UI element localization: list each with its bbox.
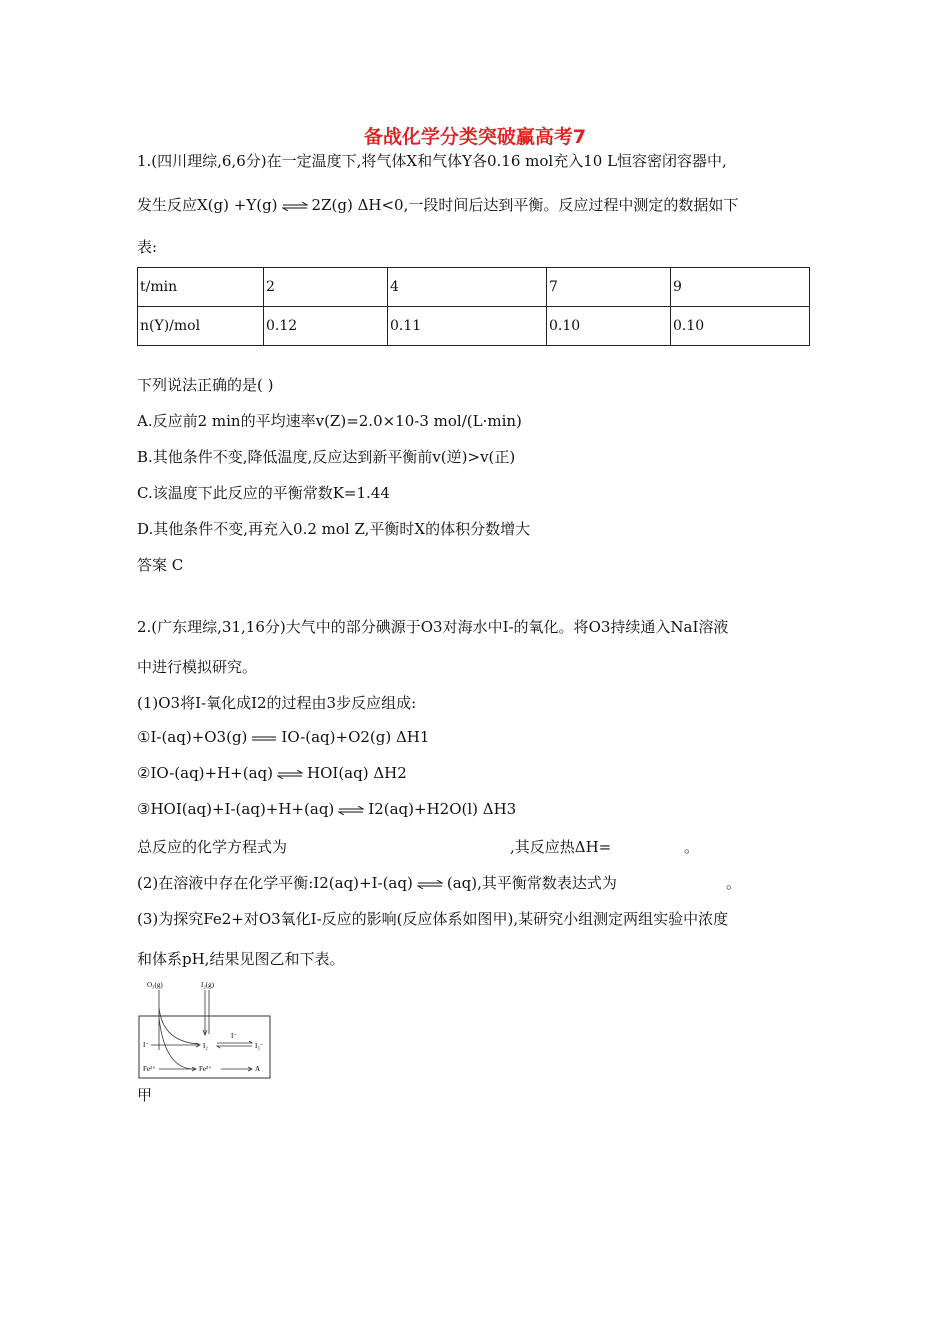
answer: 答案 C: [137, 556, 184, 574]
q1-line3: 表:: [137, 238, 158, 256]
table-cell: 4: [388, 268, 547, 307]
data-table: [137, 267, 810, 346]
q2-part3: (3)为探究Fe2+对O3氧化I-反应的影响(反应体系如图甲),某研究小组测定两组实验中浓度: [137, 910, 729, 928]
q1-reaction-right: 2Z(g) ΔH<0,一段时间后达到平衡。反应过程中测定的数据如下: [311, 196, 739, 214]
table-cell: 0.10: [671, 307, 810, 346]
table-cell: 7: [547, 268, 671, 307]
q2-line2: 中进行模拟研究。: [137, 658, 258, 676]
reaction-system-diagram: [137, 978, 273, 1080]
part2-right: (aq),其平衡常数表达式为: [446, 874, 617, 892]
option-a: A.反应前2 min的平均速率v(Z)=2.0×10-3 mol/(L·min): [137, 412, 522, 430]
reaction-1-left: ①I-(aq)+O3(g): [137, 728, 248, 746]
a-label: A: [255, 1065, 261, 1073]
iminus-label: I⁻: [143, 1041, 150, 1049]
reaction-3: [137, 800, 516, 818]
q1-prompt: 下列说法正确的是( ): [137, 376, 274, 394]
total-reaction-prompt: 总反应的化学方程式为: [137, 838, 288, 856]
page-title: 备战化学分类突破赢高考7: [363, 126, 587, 148]
iminus-label-2: I⁻: [231, 1032, 238, 1040]
reaction-3-left: ③HOI(aq)+I-(aq)+H+(aq): [137, 800, 335, 818]
reaction-2-left: ②IO-(aq)+H+(aq): [137, 764, 274, 782]
reaction-2: [137, 764, 407, 782]
option-d: D.其他条件不变,再充入0.2 mol Z,平衡时X的体积分数增大: [137, 520, 531, 538]
reaction-heat-prompt: ,其反应热ΔH=: [510, 838, 612, 856]
equilibrium-arrow-icon: [417, 880, 443, 889]
table-cell: 2: [264, 268, 388, 307]
table-cell: t/min: [138, 268, 264, 307]
table-cell: 0.11: [388, 307, 547, 346]
q2-part1: (1)O3将I-氧化成I2的过程由3步反应组成:: [137, 694, 417, 712]
fe3-label: Fe³⁺: [199, 1065, 212, 1073]
o3-label: O₃(g): [147, 981, 163, 989]
period: 。: [726, 874, 742, 892]
table-cell: 0.10: [547, 307, 671, 346]
equilibrium-arrow-icon: [338, 806, 364, 815]
i3-label: I₃⁻: [255, 1042, 264, 1050]
q2-part3-cont: 和体系pH,结果见图乙和下表。: [137, 950, 345, 968]
i2g-label: I₂(g): [201, 981, 214, 989]
table-cell: 9: [671, 268, 810, 307]
equals-arrow-icon: [251, 734, 277, 743]
table-row: [138, 307, 810, 346]
reaction-2-right: HOI(aq) ΔH2: [307, 764, 407, 782]
q1-line1: 1.(四川理综,6,6分)在一定温度下,将气体X和气体Y各0.16 mol充入10 L恒容密闭容器中,: [137, 152, 727, 170]
part2-left: (2)在溶液中存在化学平衡:I2(aq)+I-(aq): [137, 874, 413, 892]
option-b: B.其他条件不变,降低温度,反应达到新平衡前v(逆)>v(正): [137, 448, 516, 466]
q1-line2: [137, 194, 738, 215]
table-row: [138, 268, 810, 307]
figure-caption: 甲: [137, 1086, 153, 1104]
period: 。: [684, 838, 700, 856]
q2-line1: 2.(广东理综,31,16分)大气中的部分碘源于O3对海水中I-的氧化。将O3持续通入NaI溶液: [137, 618, 729, 636]
reaction-3-right: I2(aq)+H2O(l) ΔH3: [368, 800, 517, 818]
table-cell: n(Y)/mol: [138, 307, 264, 346]
reaction-1: [137, 728, 429, 746]
equilibrium-arrow-icon: [277, 770, 303, 779]
equilibrium-arrow-icon: [282, 202, 308, 211]
reaction-1-right: IO-(aq)+O2(g) ΔH1: [281, 728, 430, 746]
fe2-label: Fe²⁺: [143, 1065, 156, 1073]
table-cell: 0.12: [264, 307, 388, 346]
option-c: C.该温度下此反应的平衡常数K=1.44: [137, 484, 390, 502]
q1-reaction-left: 发生反应X(g) +Y(g): [137, 196, 278, 214]
i2-label: I₂: [203, 1042, 208, 1050]
q2-part2: [137, 872, 617, 893]
